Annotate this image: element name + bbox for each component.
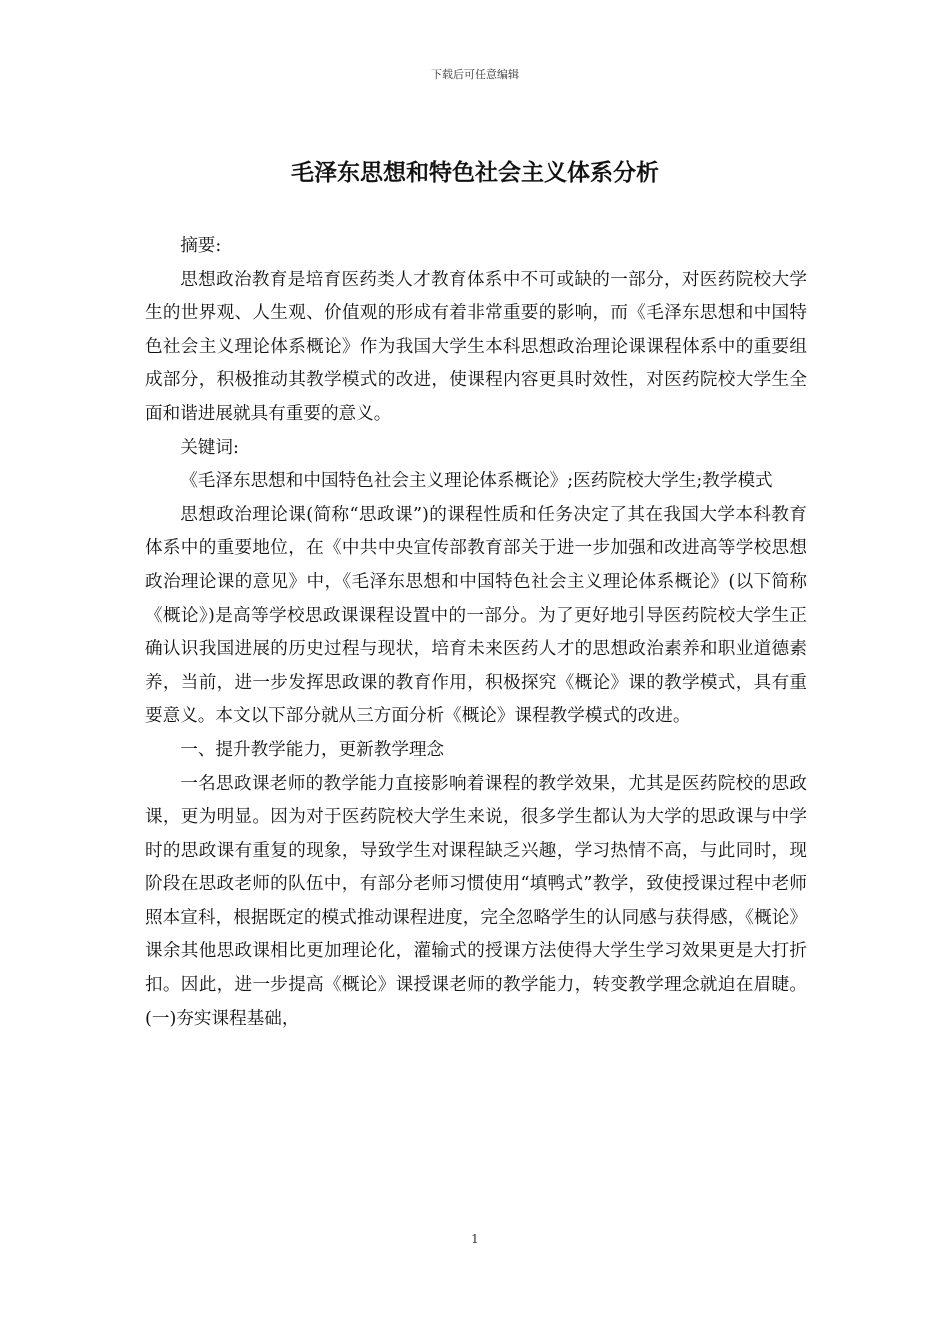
- abstract-paragraph: 思想政治教育是培育医药类人才教育体系中不可或缺的一部分，对医药院校大学生的世界观、人生观、价值观的形成有着非常重要的影响，而《毛泽东思想和中国特色社会主义理论体系概论》作为我国大学生本科思想政治理论课课程体系中的重要组成部分，积极推动其教学模式的改进，使课程内容更具时效性，对医药院校大学生全面和谐进展就具有重要的意义。: [145, 269, 807, 424]
- page-number: 1: [471, 1232, 479, 1246]
- keywords-label: 关键词:: [180, 437, 239, 458]
- intro-paragraph: 思想政治理论课(简称“思政课”)的课程性质和任务决定了其在我国大学本科教育体系中的重要地位，在《中共中央宣传部教育部关于进一步加强和改进高等学校思想政治理论课的意见》中，《毛泽东思想和中国特色社会主义理论体系概论》(以下简称《概论》)是高等学校思政课课程设置中的一部分。为了更好地引导医药院校大学生正确认识我国进展的历史过程与现状，培育未来医药人才的思想政治素养和职业道德素养，当前，进一步发挥思政课的教育作用，积极探究《概论》课的教学模式，具有重要意义。本文以下部分就从三方面分析《概论》课程教学模式的改进。: [145, 504, 807, 727]
- page-header: 下载后可任意编辑: [431, 68, 519, 81]
- abstract-label: 摘要:: [180, 236, 222, 256]
- document-title: 毛泽东思想和特色社会主义体系分析: [291, 160, 659, 186]
- keywords-paragraph: 《毛泽东思想和中国特色社会主义理论体系概论》;医药院校大学生;教学模式: [180, 471, 773, 492]
- document-body: [145, 230, 807, 1036]
- body-paragraph: 一名思政课老师的教学能力直接影响着课程的教学效果，尤其是医药院校的思政课，更为明显。因为对于医药院校大学生来说，很多学生都认为大学的思政课与中学时的思政课有重复的现象，导致学生对课程缺乏兴趣，学习热情不高，与此同时，现阶段在思政老师的队伍中，有部分老师习惯使用“填鸭式”教学，致使授课过程中老师照本宣科，根据既定的模式推动课程进度，完全忽略学生的认同感与获得感，《概论》课余其他思政课相比更加理论化，灌输式的授课方法使得大学生学习效果更是大打折扣。因此，进一步提高《概论》课授课老师的教学能力，转变教学理念就迫在眉睫。(一)夯实课程基础，: [145, 773, 807, 1029]
- section-heading: 一、提升教学能力，更新教学理念: [180, 739, 445, 760]
